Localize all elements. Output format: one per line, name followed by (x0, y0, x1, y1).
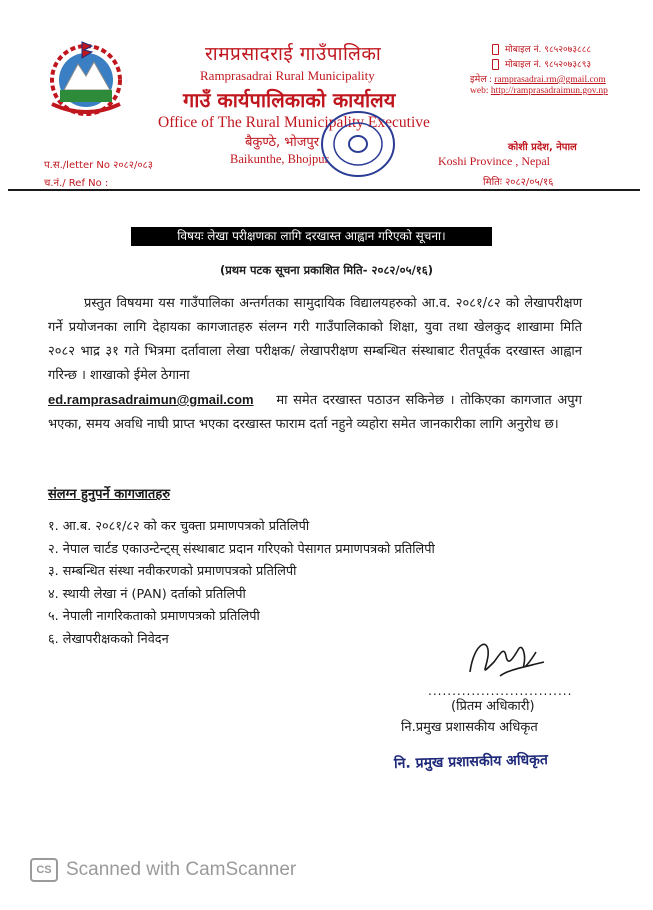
attachments-heading: संलग्न हुनुपर्ने कागजातहरु (48, 487, 171, 502)
municipality-name-np: रामप्रसादराई गाउँपालिका (205, 43, 382, 65)
list-item: ६. लेखापरीक्षकको निवेदन (48, 631, 169, 647)
signature-dotted-line: .............................. (428, 684, 573, 698)
municipality-name-en: Ramprasadrai Rural Municipality (200, 68, 375, 83)
office-seal-stamp (318, 108, 398, 180)
mobile-number-1: मोबाइल नं. ९८५२०७३८८८ (492, 42, 591, 55)
header-divider (8, 189, 640, 191)
camscanner-logo-icon: CS (30, 858, 58, 882)
notice-body (48, 292, 582, 437)
designation-stamp: नि. प्रमुख प्रशासकीय अधिकृत (393, 751, 549, 773)
signatory-name: (प्रितम अधिकारी) (451, 699, 535, 714)
place-np: बैकुण्ठे, भोजपुर (245, 135, 320, 150)
notice-body-part1: प्रस्तुत विषयमा यस गाउँपालिका अन्तर्गतका सामुदायिक विद्यालयहरुको आ.व. २०८१/८२ को लेखापरीक्षण गर्ने प्रयोजनका लागि देहायका कागजातहरु संलग्न गरी गाउँपालिकाको शिक्षा, युवा तथा खेलकुद शाखामा मिति २०८२ भाद्र ३१ गते भित्रमा दर्तावाला लेखा परीक्षक/ लेखापरीक्षण सम्बन्धित संस्थाबाट रीतपूर्वक दरखास्त आह्वान गरिन्छ । शाखाको ईमेल ठेगाना (48, 296, 582, 383)
list-item: ५. नेपाली नागरिकताको प्रमाणपत्रको प्रतिलिपी (48, 609, 260, 624)
phone-icon (492, 59, 499, 70)
website-link[interactable]: http://ramprasadraimun.gov.np (490, 86, 608, 96)
handwritten-signature (460, 632, 550, 688)
reference-number: च.नं./ Ref No : (44, 178, 109, 189)
publication-date: (प्रथम पटक सूचना प्रकाशित मिति- २०८२/०५/१६) (219, 263, 433, 277)
list-item: ४. स्थायी लेखा नं (PAN) दर्ताको प्रतिलिपी (48, 586, 246, 602)
web-line: web: http://ramprasadraimun.gov.np (470, 86, 608, 96)
province-np: कोशी प्रदेश, नेपाल (508, 142, 577, 153)
list-item: ३. सम्बन्धित संस्था नवीकरणको प्रमाणपत्रको प्रतिलिपी (48, 564, 297, 579)
list-item: १. आ.ब. २०८१/८२ को कर चुक्ता प्रमाणपत्रको प्रतिलिपी (48, 519, 310, 534)
province-en: Koshi Province , Nepal (438, 154, 550, 168)
camscanner-watermark: CS Scanned with CamScanner (30, 858, 296, 882)
letter-date: मितिः २०८२/०५/१६ (483, 177, 554, 188)
letter-number: प.स./letter No २०८२/०८३ (44, 160, 153, 171)
email-line: इमेल : ramprasadrai.rm@gmail.com (470, 75, 606, 85)
section-email-link[interactable]: ed.ramprasadraimun@gmail.com (48, 392, 254, 407)
attachments-list (48, 516, 435, 651)
office-name-en: Office of The Rural Municipality Executive (158, 114, 430, 131)
mobile-number-2: मोबाइल नं. ९८५२०७३८९३ (492, 57, 591, 70)
office-name-np: गाउँ कार्यपालिकाको कार्यालय (183, 88, 396, 112)
place-en: Baikunthe, Bhojpur (230, 152, 329, 166)
email-link[interactable]: ramprasadrai.rm@gmail.com (494, 75, 606, 85)
list-item: २. नेपाल चार्टड एकाउन्टेन्ट्स् संस्थाबाट प्रदान गरिएको पेसागत प्रमाणपत्रको प्रतिलिपी (48, 541, 435, 557)
notice-body-part2: मा समेत दरखास्त पठाउन सकिनेछ । तोकिएका कागजात अपुग भएका, समय अवधि नाघी प्राप्त भएका दरखास्त फाराम दर्ता नहुने व्यहोरा समेत जानकारीका लागि अनुरोध छ। (48, 393, 583, 432)
municipality-emblem (38, 38, 134, 118)
subject-banner: विषयः लेखा परीक्षणका लागि दरखास्त आह्वान गरिएको सूचना। (131, 227, 492, 246)
signatory-title: नि.प्रमुख प्रशासकीय अधिकृत (401, 720, 538, 735)
phone-icon (492, 44, 499, 55)
